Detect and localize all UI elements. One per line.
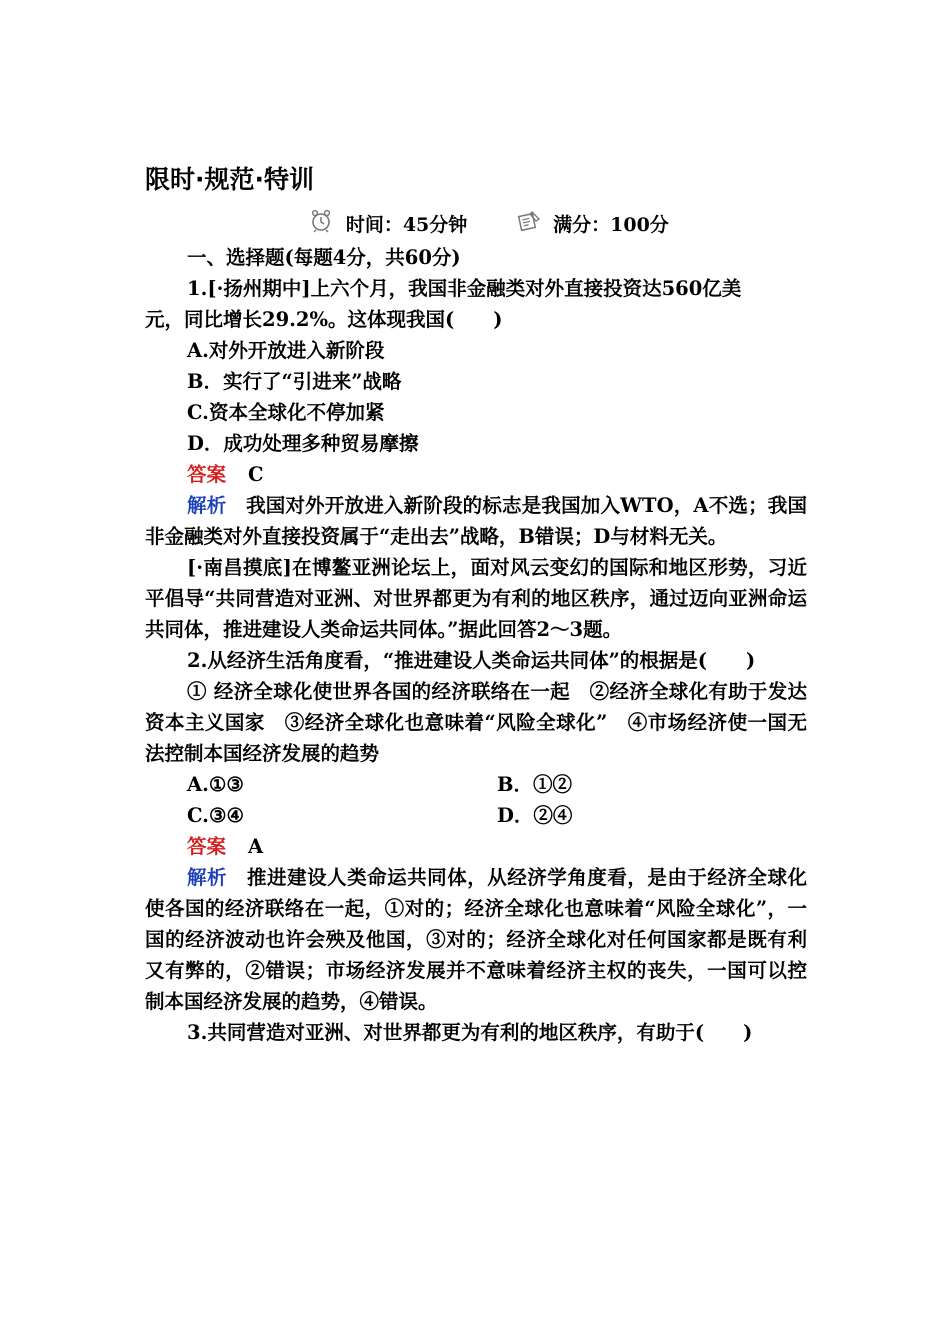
q1-stem-line1: 1.[·扬州期中]上六个月，我国非金融类对外直接投资达560亿美 (187, 277, 742, 300)
q1-answer-value: C (248, 463, 264, 486)
q3-stem: 3.共同营造对亚洲、对世界都更为有利的地区秩序，有助于( ) (187, 1021, 753, 1044)
time-limit: 时间：45分钟 (345, 214, 468, 236)
q2-options-row1 (145, 769, 807, 800)
q1-answer (145, 459, 807, 490)
section-heading: 一、选择题(每题4分，共60分) (187, 246, 461, 269)
material-text: [·南昌摸底]在博鳌亚洲论坛上，面对风云变幻的国际和地区形势，习近平倡导“共同营造对亚洲、对世界都更为有利的地区秩序，通过迈向亚洲命运共同体，推进建设人类命运共同体。”据此回答2～3题。 (145, 556, 807, 641)
q1-option-d: D．成功处理多种贸易摩擦 (187, 432, 419, 455)
q2-explanation (145, 862, 807, 1017)
q2-answer (145, 831, 807, 862)
q2-explanation-text: 推进建设人类命运共同体，从经济学角度看，是由于经济全球化使各国的经济联络在一起，①对的；经济全球化也意味着“风险全球化”，一国的经济波动也许会殃及他国，③对的；经济全球化对任何国家都是既有利又有弊的，②错误；市场经济发展并不意味着经济主权的丧失，一国可以控制本国经济发展的趋势，④错误。 (145, 866, 807, 1013)
document-content (145, 160, 807, 1048)
q2-option-a: A.①③ (187, 773, 244, 796)
q1-option-c: C.资本全球化不停加紧 (187, 401, 385, 424)
q2-option-d: D．②④ (497, 804, 573, 827)
exam-meta (145, 208, 807, 242)
q2-statements: ① 经济全球化使世界各国的经济联络在一起 ②经济全球化有助于发达资本主义国家 ③经济全球化也意味着“风险全球化” ④市场经济使一国无法控制本国经济发展的趋势 (145, 680, 807, 765)
explanation-label: 解析 (187, 866, 228, 889)
q2-option-c: C.③④ (187, 804, 244, 827)
q1-explanation (145, 490, 807, 552)
q2-options-row2 (145, 800, 807, 831)
answer-label: 答案 (187, 835, 227, 858)
explanation-label: 解析 (187, 494, 227, 517)
q2-option-b: B．①② (497, 773, 572, 796)
page-title: 限时·规范·特训 (145, 165, 314, 194)
q1-option-b: B．实行了“引进来”战略 (187, 370, 402, 393)
q1-stem-line2: 元，同比增长29.2%。这体现我国( ) (145, 308, 503, 331)
answer-label: 答案 (187, 463, 227, 486)
q2-stem: 2.从经济生活角度看，“推进建设人类命运共同体”的根据是( ) (187, 649, 756, 672)
q1-option-a: A.对外开放进入新阶段 (187, 339, 385, 362)
full-score: 满分：100分 (553, 214, 669, 236)
pen-paper-icon (517, 209, 541, 244)
q1-explanation-text: 我国对外开放进入新阶段的标志是我国加入WTO，A不选；我国非金融类对外直接投资属于“走出去”战略，B错误；D与材料无关。 (145, 494, 807, 548)
q2-answer-value: A (248, 835, 264, 858)
clock-icon (309, 209, 333, 244)
